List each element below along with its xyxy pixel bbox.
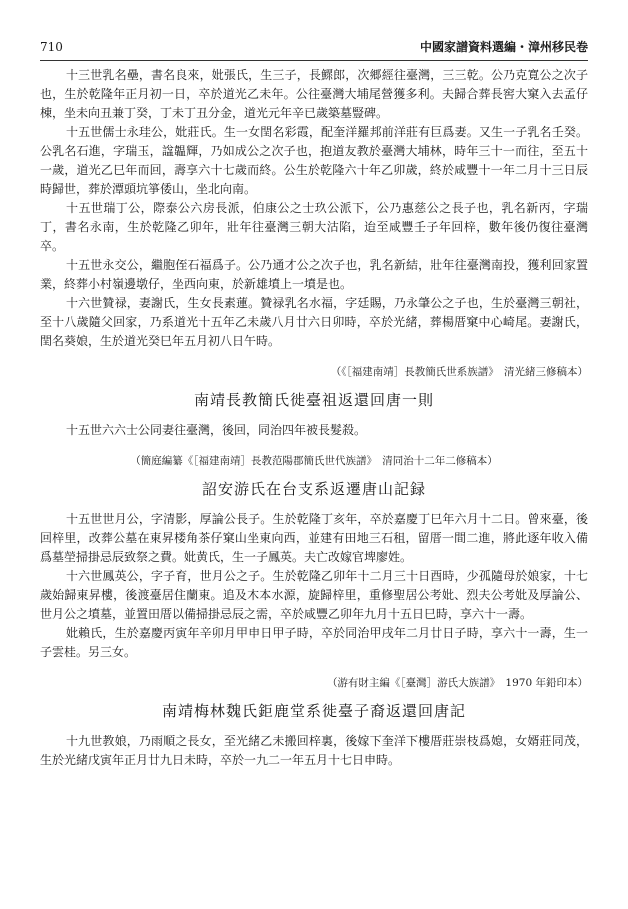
paragraph: 十五世世月公，字清影，厚論公長子。生於乾隆丁亥年，卒於嘉慶丁巳年六月十二日。曾來臺，後回梓里，改葬公墓在東昇楼角茶仔窠山坐東向西，並建有田地三石租，留厝一間二進，將此逐年收入備爲墓塋掃掛忌辰致祭之費。妣黄氏，生一子鳳英。夫亡改嫁官埤廖姓。 bbox=[40, 512, 588, 564]
paragraph: 十五世儒士永珪公，妣莊氏。生一女閏名彩霞，配奎洋羅邦前洋莊有巨爲妻。又生一子乳名壬癸。公乳名石進，字瑞玉，諡韞輝，乃如成公之次子也，抱道友教於臺灣大埔林，時年三十一而往，至五十一歲，道光乙巳年而回，壽享六十七歲而終。公生於乾隆六十年乙卯歲，終於咸豐十一年二月十三日辰時歸世，葬於潭頭坑箏倭山，坐北向南。 bbox=[40, 125, 588, 196]
source-citation: （簡庭編纂《［福建南靖］長教范陽郡簡氏世代族譜》 清同治十二年二修稿本） bbox=[130, 455, 498, 467]
page-header bbox=[40, 36, 588, 58]
page-content bbox=[40, 66, 588, 770]
section-jian-return bbox=[40, 389, 588, 470]
section-you-return bbox=[40, 478, 588, 692]
paragraph: 十三世乳名壘，書名良來，妣張氏，生三子，長鰥郎，次郷經往臺灣，三三乾。公乃克寬公之次子也，生於乾隆年正月初一日，卒於道光乙未年。公往臺灣大埔尾營獲多利。夫歸合葬長窖大窠入去孟仔棟，坐未向丑兼丁癸，丁未丁丑分金，道光元年辛已歲築墓豎碑。 bbox=[40, 68, 588, 120]
running-title: 中國家譜資料選編・漳州移民卷 bbox=[419, 40, 588, 54]
paragraph: 十五世六六士公同妻往臺灣，後回，同治四年被長髮殺。 bbox=[66, 423, 367, 437]
paragraph: 妣賴氏，生於嘉慶丙寅年辛卯月甲申日甲子時，卒於同治甲戌年二月廿日子時，享六十一壽，生一子雲桂。另三女。 bbox=[40, 626, 588, 659]
page-number: 710 bbox=[40, 40, 63, 54]
paragraph: 十九世教娘，乃雨順之長女，至光緒乙未搬回梓裏，後嫁下奎洋下樓厝莊崇枝爲媳，女婿莊同茂，生於光緒戊寅年正月廿九日未時，卒於一九二一年五月十七日申時。 bbox=[40, 734, 588, 767]
source-citation: （游有財主編《［臺灣］游氏大族譜》 1970 年鉛印本） bbox=[326, 677, 588, 689]
paragraph: 十五世瑞丁公，際泰公六房長派，伯康公之士玖公派下，公乃惠慈公之長子也，乳名新丙，字瑞丁，書名永南，生於乾隆乙卯年，壯年往臺灣三朝大沽陷，迨至咸豐壬子年回梓，數年後仍復往臺灣卒。 bbox=[40, 201, 588, 253]
paragraph: 十六世贊禄，妻謝氏，生女長素蓮。贊禄乳名水福，字廷賜，乃永肇公之子也，生於臺灣三朝社，至十八歲隨父回家，乃系道光十五年乙未歲八月廿六日卯時，卒於光緒，葬楊厝窠中心崎尾。妻謝氏，閏名葵娘，生於道光癸巳年五月初八日午時。 bbox=[40, 296, 588, 348]
paragraph: 十五世永交公，繼胞侄石福爲子。公乃通才公之次子也，乳名新結，壯年往臺灣南投，獲利回家置業，終葬小村嶺邊墩仔，坐西向東，於新雄墳上一墳是也。 bbox=[40, 258, 588, 291]
section-wei-return bbox=[40, 700, 588, 770]
section-title: 南靖長教簡氏徙臺祖返還回唐一則 bbox=[193, 391, 434, 409]
section-jian-genealogy bbox=[40, 66, 588, 381]
source-citation: （《［福建南靖］長教簡氏世系族譜》 清光緒三修稿本） bbox=[330, 366, 588, 378]
section-title: 南靖梅林魏氏鉅鹿堂系徙臺子裔返還回唐記 bbox=[161, 702, 466, 720]
paragraph: 十六世鳳英公，字子育，世月公之子。生於乾隆乙卯年十二月三十日酉時，少孤隨母於娘家，十七歲始歸東昇樓，後渡臺居住蘭東。追及木本水源，旋歸梓里，重修聖居公考妣、烈夫公考妣及厚論公、世月公之墳墓，並置田厝以備掃掛忌辰之需，卒於咸豐乙卯年九月十五日巳時，享六十一壽。 bbox=[40, 569, 588, 621]
section-title: 詔安游氏在台支系返遷唐山記録 bbox=[201, 480, 426, 498]
header-rule bbox=[40, 60, 588, 61]
